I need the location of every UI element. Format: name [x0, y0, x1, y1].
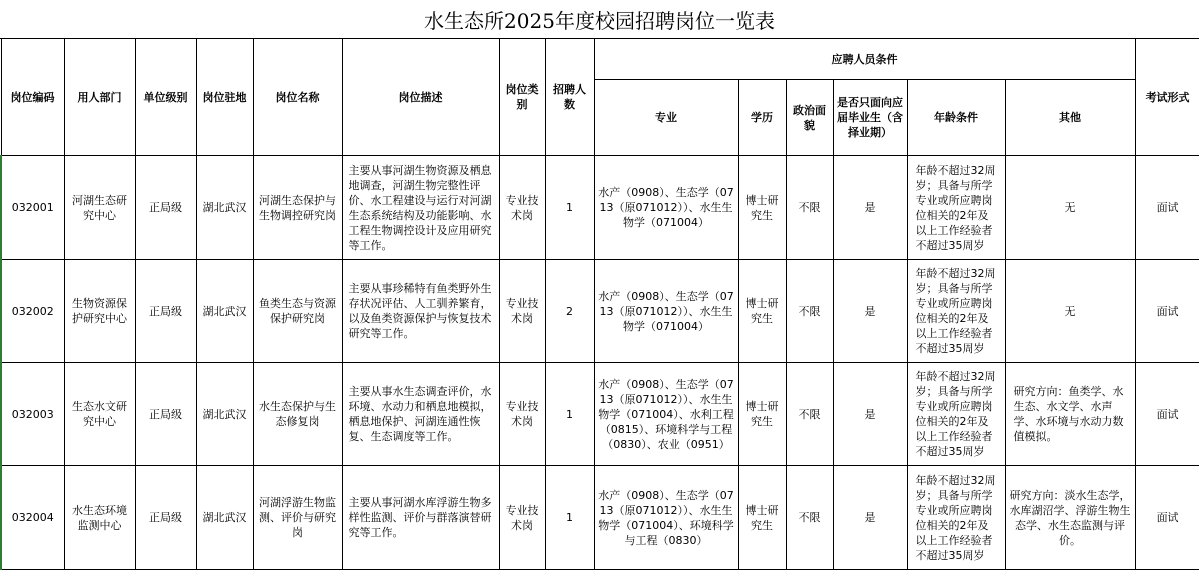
cell-category[interactable]: 专业技术岗: [499, 363, 545, 466]
cell-political[interactable]: 不限: [786, 260, 833, 363]
cell-dept[interactable]: 生态水文研究中心: [64, 363, 135, 466]
cell-political[interactable]: 不限: [786, 363, 833, 466]
cell-education[interactable]: 博士研究生: [738, 156, 786, 260]
cell-code[interactable]: 032004: [1, 466, 64, 570]
table-row: [1, 363, 1199, 466]
cell-count[interactable]: 1: [545, 363, 594, 466]
cell-desc[interactable]: 主要从事水生态调查评价，水环境、水动力和栖息地模拟，栖息地保护、河湖连通性恢复、生态调度等工作。: [342, 363, 499, 466]
cell-political[interactable]: 不限: [786, 156, 833, 260]
cell-major[interactable]: 水产（0908）、生态学（0713（原071012））、水生生物学（071004）、环境科学与工程（0830）: [594, 466, 738, 570]
cell-other[interactable]: 无: [1005, 260, 1135, 363]
cell-count[interactable]: 1: [545, 156, 594, 260]
cell-political[interactable]: 不限: [786, 466, 833, 570]
cell-major[interactable]: 水产（0908）、生态学（0713（原071012））、水生生物学（071004）: [594, 260, 738, 363]
header-count: 招聘人数: [545, 39, 594, 156]
cell-level[interactable]: 正局级: [135, 156, 196, 260]
cell-exam[interactable]: 面试: [1135, 260, 1199, 363]
cell-name[interactable]: 鱼类生态与资源保护研究岗: [253, 260, 342, 363]
header-location: 岗位驻地: [196, 39, 253, 156]
cell-dept[interactable]: 生物资源保护研究中心: [64, 260, 135, 363]
header-exam: 考试形式: [1135, 39, 1199, 156]
cell-desc[interactable]: 主要从事珍稀特有鱼类野外生存状况评估、人工驯养繁育，以及鱼类资源保护与恢复技术研究等工作。: [342, 260, 499, 363]
cell-count[interactable]: 1: [545, 466, 594, 570]
cell-major[interactable]: 水产（0908）、生态学（0713（原071012））、水生生物学（071004）: [594, 156, 738, 260]
cell-category[interactable]: 专业技术岗: [499, 466, 545, 570]
cell-level[interactable]: 正局级: [135, 260, 196, 363]
cell-category[interactable]: 专业技术岗: [499, 156, 545, 260]
header-age: 年龄条件: [907, 80, 1005, 156]
cell-code[interactable]: 032003: [1, 363, 64, 466]
header-conditions: 应聘人员条件: [594, 39, 1135, 80]
header-code: 岗位编码: [1, 39, 64, 156]
header-major: 专业: [594, 80, 738, 156]
cell-code[interactable]: 032001: [1, 156, 64, 260]
cell-location[interactable]: 湖北武汉: [196, 466, 253, 570]
header-education: 学历: [738, 80, 786, 156]
cell-code[interactable]: 032002: [1, 260, 64, 363]
table-row: [1, 260, 1199, 363]
cell-desc[interactable]: 主要从事河湖生物资源及栖息地调查，河湖生物完整性评价、水工程建设与运行对河湖生态系统结构及功能影响、水工程生物调控设计及应用研究等工作。: [342, 156, 499, 260]
cell-fresh[interactable]: 是: [833, 466, 907, 570]
cell-fresh[interactable]: 是: [833, 363, 907, 466]
cell-location[interactable]: 湖北武汉: [196, 363, 253, 466]
cell-count[interactable]: 2: [545, 260, 594, 363]
cell-name[interactable]: 河湖生态保护与生物调控研究岗: [253, 156, 342, 260]
table-row: [1, 466, 1199, 570]
header-fresh: 是否只面向应届毕业生（含择业期）: [833, 80, 907, 156]
cell-education[interactable]: 博士研究生: [738, 363, 786, 466]
cell-fresh[interactable]: 是: [833, 260, 907, 363]
cell-age[interactable]: 年龄不超过32周岁；具备与所学专业或所应聘岗位相关的2年及以上工作经验者不超过35周岁: [907, 363, 1005, 466]
header-desc: 岗位描述: [342, 39, 499, 156]
cell-age[interactable]: 年龄不超过32周岁；具备与所学专业或所应聘岗位相关的2年及以上工作经验者不超过35周岁: [907, 466, 1005, 570]
cell-age[interactable]: 年龄不超过32周岁；具备与所学专业或所应聘岗位相关的2年及以上工作经验者不超过35周岁: [907, 260, 1005, 363]
header-political: 政治面貌: [786, 80, 833, 156]
cell-exam[interactable]: 面试: [1135, 466, 1199, 570]
header-category: 岗位类别: [499, 39, 545, 156]
cell-education[interactable]: 博士研究生: [738, 260, 786, 363]
cell-location[interactable]: 湖北武汉: [196, 260, 253, 363]
cell-major[interactable]: 水产（0908）、生态学（0713（原071012））、水生生物学（071004）、水利工程（0815）、环境科学与工程（0830）、农业（0951）: [594, 363, 738, 466]
table-row: [1, 156, 1199, 260]
cell-dept[interactable]: 河湖生态研究中心: [64, 156, 135, 260]
cell-education[interactable]: 博士研究生: [738, 466, 786, 570]
cell-fresh[interactable]: 是: [833, 156, 907, 260]
recruitment-table: [0, 38, 1199, 570]
cell-desc[interactable]: 主要从事河湖水库浮游生物多样性监测、评价与群落演替研究等工作。: [342, 466, 499, 570]
cell-exam[interactable]: 面试: [1135, 363, 1199, 466]
cell-category[interactable]: 专业技术岗: [499, 260, 545, 363]
header-row-1: [1, 39, 1199, 80]
cell-other[interactable]: 研究方向：淡水生态学，水库湖沼学、浮游生物生态学、水生态监测与评价。: [1005, 466, 1135, 570]
cell-other[interactable]: 研究方向：鱼类学、水生态、水文学、水声学、水环境与水动力数值模拟。: [1005, 363, 1135, 466]
cell-level[interactable]: 正局级: [135, 466, 196, 570]
cell-age[interactable]: 年龄不超过32周岁；具备与所学专业或所应聘岗位相关的2年及以上工作经验者不超过35周岁: [907, 156, 1005, 260]
header-dept: 用人部门: [64, 39, 135, 156]
cell-level[interactable]: 正局级: [135, 363, 196, 466]
header-name: 岗位名称: [253, 39, 342, 156]
header-other: 其他: [1005, 80, 1135, 156]
cell-other[interactable]: 无: [1005, 156, 1135, 260]
table-title: 水生态所2025年度校园招聘岗位一览表: [0, 0, 1199, 39]
cell-location[interactable]: 湖北武汉: [196, 156, 253, 260]
cell-name[interactable]: 河湖浮游生物监测、评价与研究岗: [253, 466, 342, 570]
header-level: 单位级别: [135, 39, 196, 156]
cell-dept[interactable]: 水生态环境监测中心: [64, 466, 135, 570]
cell-name[interactable]: 水生态保护与生态修复岗: [253, 363, 342, 466]
cell-exam[interactable]: 面试: [1135, 156, 1199, 260]
